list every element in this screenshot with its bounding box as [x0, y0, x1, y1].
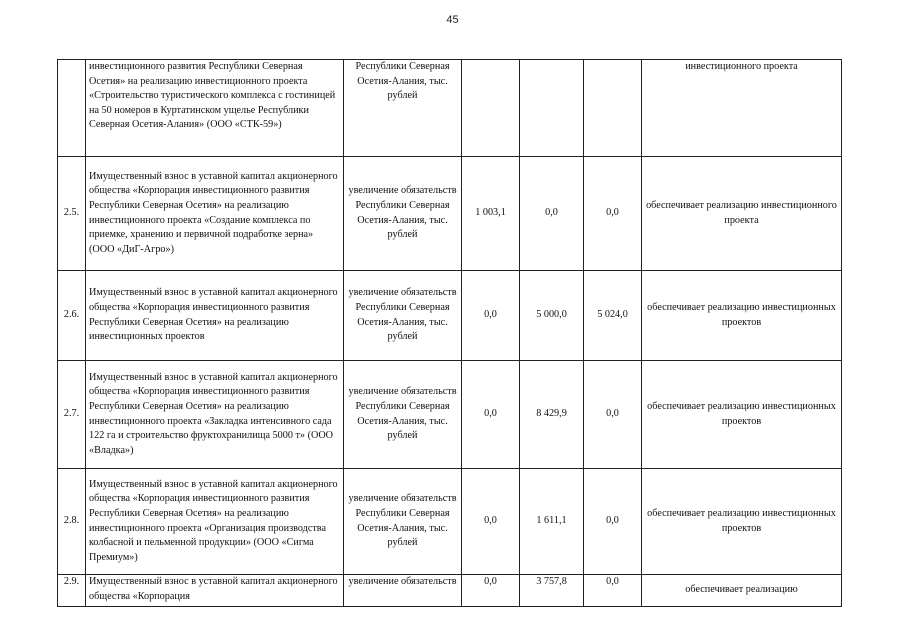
row-value-2: 3 757,8 [520, 575, 584, 607]
row-value-2 [520, 60, 584, 157]
page-number: 45 [446, 14, 459, 26]
table-row [58, 361, 842, 469]
row-value-3: 5 024,0 [584, 271, 642, 361]
table-row [58, 271, 842, 361]
row-number-cell [58, 60, 86, 157]
row-value-2: 0,0 [520, 157, 584, 271]
row-description: Имущественный взнос в уставной капитал акционерного общества «Корпорация [86, 575, 344, 607]
row-value-1: 0,0 [462, 575, 520, 607]
row-unit: увеличение обязательств Республики Северная Осетия-Алания, тыс. рублей [344, 271, 462, 361]
table-row [58, 60, 842, 157]
table-row [58, 575, 842, 607]
row-number: 2.7. [58, 361, 86, 469]
row-number: 2.6. [58, 271, 86, 361]
row-unit: увеличение обязательств [344, 575, 462, 607]
row-description: Имущественный взнос в уставной капитал акционерного общества «Корпорация инвестиционного развития Республики Северная Осетия» на реализацию инвестиционного проекта «Закладка интенсивного сада 122 га и строительство фруктохранилища 5000 т» (ООО «Владка») [86, 361, 344, 469]
row-unit: увеличение обязательств Республики Северная Осетия-Алания, тыс. рублей [344, 361, 462, 469]
row-value-2: 1 611,1 [520, 469, 584, 575]
row-description: инвестиционного развития Республики Северная Осетия» на реализацию инвестиционного проекта «Строительство туристического комплекса с гостиницей на 50 номеров в Куртатинском ущелье Республики Северная Осетия-Алания» (ООО «СТК-59») [86, 60, 344, 157]
row-unit: увеличение обязательств Республики Северная Осетия-Алания, тыс. рублей [344, 157, 462, 271]
row-value-1: 0,0 [462, 469, 520, 575]
row-note: обеспечивает реализацию инвестиционного проекта [642, 157, 842, 271]
row-value-1 [462, 60, 520, 157]
row-note: обеспечивает реализацию инвестиционных проектов [642, 271, 842, 361]
row-value-3: 0,0 [584, 157, 642, 271]
row-note: обеспечивает реализацию инвестиционных проектов [642, 469, 842, 575]
row-note: обеспечивает реализацию инвестиционных проектов [642, 361, 842, 469]
row-unit: Республики Северная Осетия-Алания, тыс. рублей [344, 60, 462, 157]
row-note: инвестиционного проекта [642, 60, 842, 157]
budget-table [57, 59, 842, 607]
row-number: 2.5. [58, 157, 86, 271]
row-description: Имущественный взнос в уставной капитал акционерного общества «Корпорация инвестиционного развития Республики Северная Осетия» на реализацию инвестиционного проекта «Организация производства колбасной и пельменной продукции» (ООО «Сигма Премиум») [86, 469, 344, 575]
row-unit: увеличение обязательств Республики Северная Осетия-Алания, тыс. рублей [344, 469, 462, 575]
row-value-1: 0,0 [462, 271, 520, 361]
row-value-3: 0,0 [584, 469, 642, 575]
row-note: обеспечивает реализацию [642, 575, 842, 607]
row-description: Имущественный взнос в уставной капитал акционерного общества «Корпорация инвестиционного развития Республики Северная Осетия» на реализацию инвестиционного проекта «Создание комплекса по приемке, хранению и первичной подработке зерна» (ООО «ДиГ-Агро») [86, 157, 344, 271]
row-value-3 [584, 60, 642, 157]
row-value-1: 0,0 [462, 361, 520, 469]
row-description: Имущественный взнос в уставной капитал акционерного общества «Корпорация инвестиционного развития Республики Северная Осетия» на реализацию инвестиционных проектов [86, 271, 344, 361]
row-number: 2.9. [58, 575, 86, 607]
row-value-3: 0,0 [584, 361, 642, 469]
row-value-2: 8 429,9 [520, 361, 584, 469]
row-number: 2.8. [58, 469, 86, 575]
table-row [58, 157, 842, 271]
row-value-2: 5 000,0 [520, 271, 584, 361]
row-value-3: 0,0 [584, 575, 642, 607]
row-value-1: 1 003,1 [462, 157, 520, 271]
table-row [58, 469, 842, 575]
